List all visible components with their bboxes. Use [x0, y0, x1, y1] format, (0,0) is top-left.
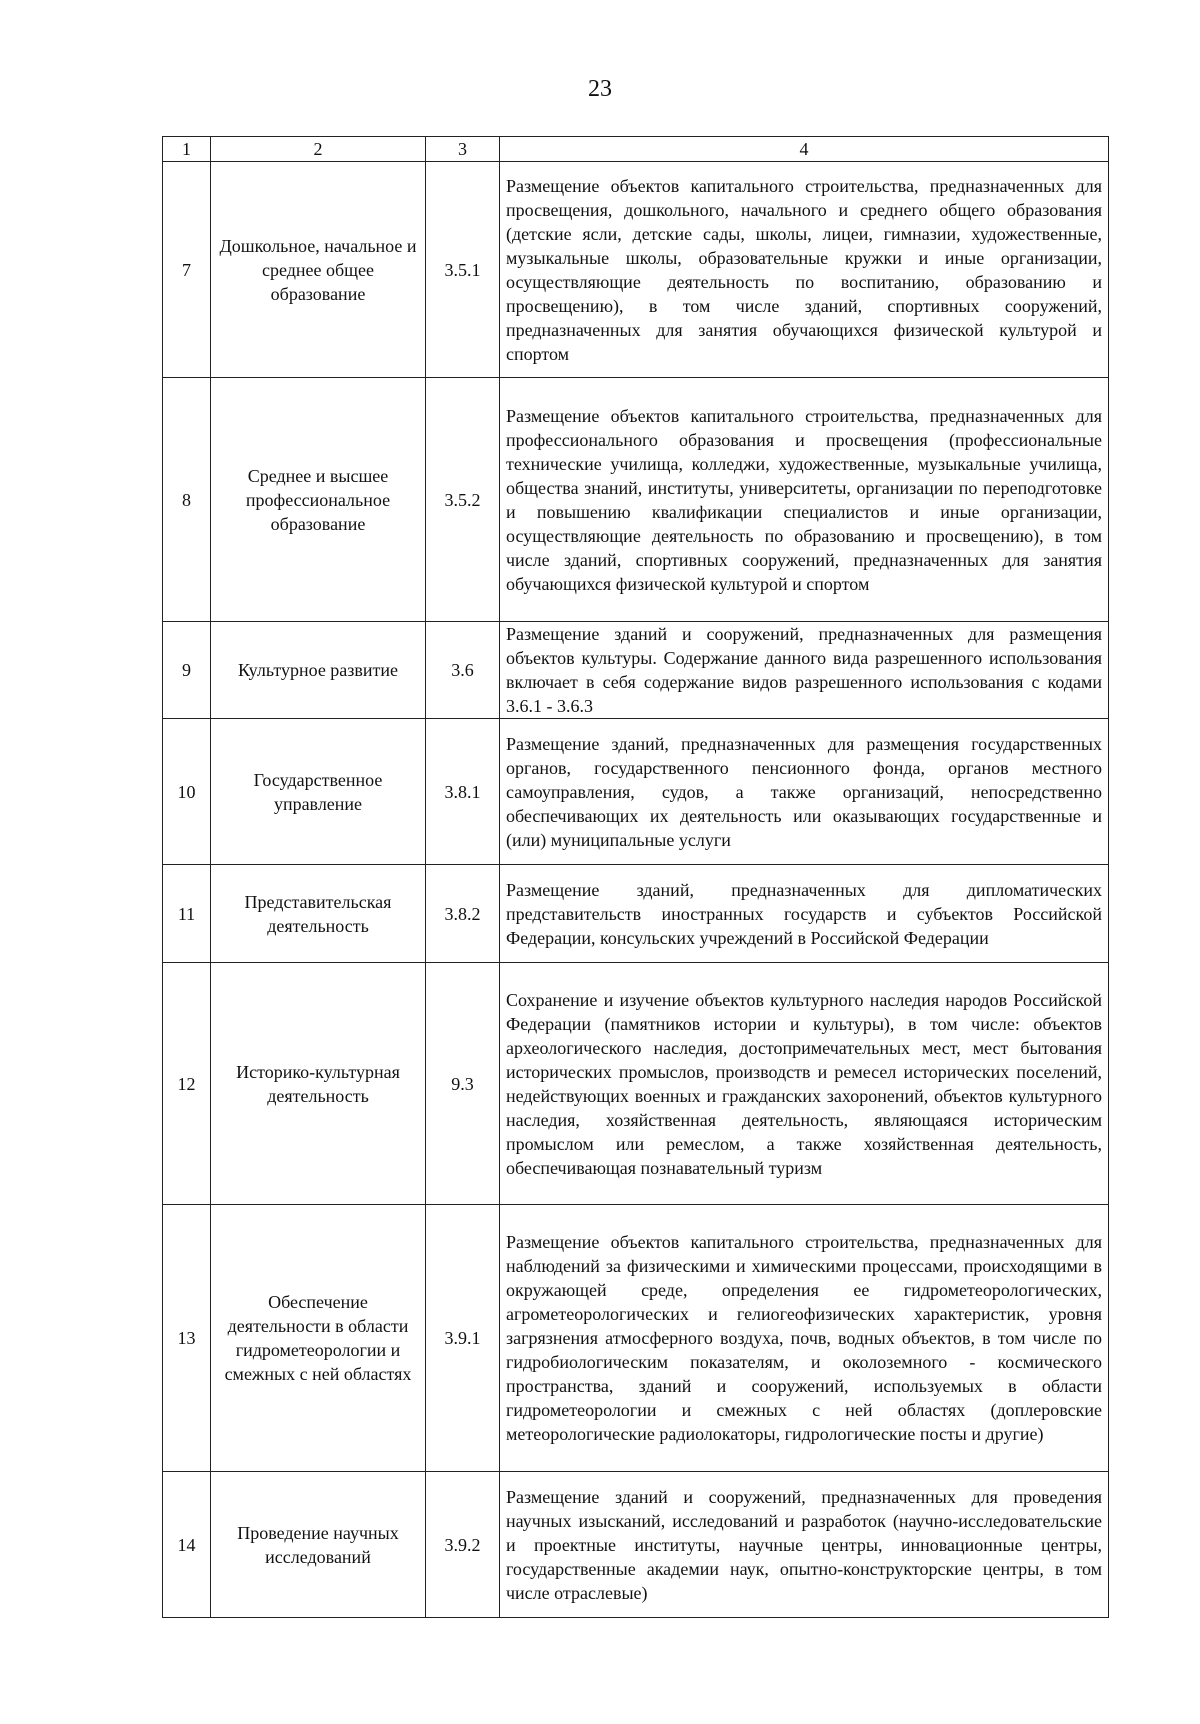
row-name: Государственное управление — [211, 719, 426, 865]
row-description: Размещение объектов капитального строительства, предназначенных для просвещения, дошкольного, начального и среднего общего образования (детские ясли, детские сады, школы, лицеи, гимназии, художественные, музыкальные школы, образовательные кружки и иные организации, осуществляющие деятельность по воспитанию, образованию и просвещению), в том числе зданий, спортивных сооружений, предназначенных для занятия обучающихся физической культурой и спортом — [500, 162, 1109, 378]
row-number: 9 — [163, 622, 211, 719]
row-name: Историко-культурная деятельность — [211, 963, 426, 1205]
row-name: Проведение научных исследований — [211, 1472, 426, 1618]
column-header-description: 4 — [500, 137, 1109, 162]
row-name: Дошкольное, начальное и среднее общее образование — [211, 162, 426, 378]
row-number: 12 — [163, 963, 211, 1205]
table-row — [163, 1472, 1109, 1618]
row-description: Размещение зданий, предназначенных для размещения государственных органов, государственного пенсионного фонда, органов местного самоуправления, судов, а также организаций, непосредственно обеспечивающих их деятельность или оказывающих государственные и (или) муниципальные услуги — [500, 719, 1109, 865]
row-code: 3.5.2 — [426, 378, 500, 622]
row-number: 10 — [163, 719, 211, 865]
table-row — [163, 622, 1109, 719]
table-row — [163, 378, 1109, 622]
row-number: 7 — [163, 162, 211, 378]
table-row — [163, 162, 1109, 378]
row-name: Представительская деятельность — [211, 865, 426, 963]
table-row — [163, 1205, 1109, 1472]
table-row — [163, 719, 1109, 865]
row-name: Обеспечение деятельности в области гидрометеорологии и смежных с ней областях — [211, 1205, 426, 1472]
column-header-code: 3 — [426, 137, 500, 162]
row-description: Размещение объектов капитального строительства, предназначенных для наблюдений за физическими и химическими процессами, происходящими в окружающей среде, определения ее гидрометеорологических, агрометеорологических и гелиогеофизических характеристик, уровня загрязнения атмосферного воздуха, почв, водных объектов, в том числе по гидробиологическим показателям, и околоземного - космического пространства, зданий и сооружений, используемых в области гидрометеорологии и смежных с ней областях (доплеровские метеорологические радиолокаторы, гидрологические посты и другие) — [500, 1205, 1109, 1472]
row-description: Размещение зданий, предназначенных для дипломатических представительств иностранных государств и субъектов Российской Федерации, консульских учреждений в Российской Федерации — [500, 865, 1109, 963]
row-number: 8 — [163, 378, 211, 622]
row-description: Размещение зданий и сооружений, предназначенных для проведения научных изысканий, исследований и разработок (научно-исследовательские и проектные институты, научные центры, инновационные центры, государственные академии наук, опытно-конструкторские центры, в том числе отраслевые) — [500, 1472, 1109, 1618]
row-number: 14 — [163, 1472, 211, 1618]
row-code: 3.8.1 — [426, 719, 500, 865]
row-code: 3.6 — [426, 622, 500, 719]
row-number: 13 — [163, 1205, 211, 1472]
column-header-name: 2 — [211, 137, 426, 162]
row-description: Сохранение и изучение объектов культурного наследия народов Российской Федерации (памятников истории и культуры), в том числе: объектов археологического наследия, достопримечательных мест, мест бытования исторических промыслов, производств и ремесел исторических поселений, недействующих военных и гражданских захоронений, объектов культурного наследия, хозяйственная деятельность, являющаяся историческим промыслом или ремеслом, а также хозяйственная деятельность, обеспечивающая познавательный туризм — [500, 963, 1109, 1205]
column-header-number: 1 — [163, 137, 211, 162]
row-description: Размещение объектов капитального строительства, предназначенных для профессионального образования и просвещения (профессиональные технические училища, колледжи, художественные, музыкальные училища, общества знаний, институты, университеты, организации по переподготовке и повышению квалификации специалистов и иные организации, осуществляющие деятельность по образованию и просвещению), в том числе зданий, спортивных сооружений, предназначенных для занятия обучающихся физической культурой и спортом — [500, 378, 1109, 622]
row-code: 3.9.1 — [426, 1205, 500, 1472]
row-name: Среднее и высшее профессиональное образование — [211, 378, 426, 622]
row-description: Размещение зданий и сооружений, предназначенных для размещения объектов культуры. Содержание данного вида разрешенного использования включает в себя содержание видов разрешенного использования с кодами 3.6.1 - 3.6.3 — [500, 622, 1109, 719]
table-header-row — [163, 137, 1109, 162]
row-code: 3.8.2 — [426, 865, 500, 963]
row-code: 3.9.2 — [426, 1472, 500, 1618]
row-name: Культурное развитие — [211, 622, 426, 719]
land-use-table — [162, 136, 1109, 1618]
row-code: 3.5.1 — [426, 162, 500, 378]
row-code: 9.3 — [426, 963, 500, 1205]
page-number: 23 — [588, 76, 612, 102]
row-number: 11 — [163, 865, 211, 963]
table-row — [163, 865, 1109, 963]
table-row — [163, 963, 1109, 1205]
